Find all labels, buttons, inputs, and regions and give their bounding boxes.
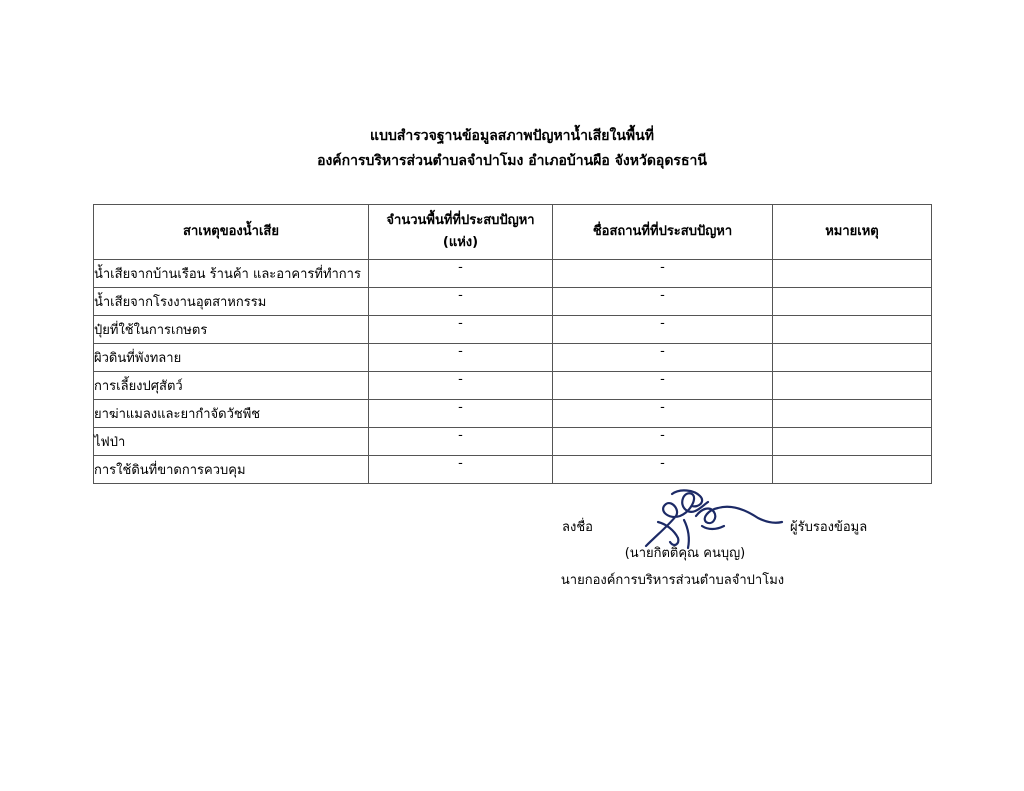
header-place: ชื่อสถานที่ที่ประสบปัญหา [553,205,773,260]
cell-place: - [553,260,773,288]
table-row [94,372,932,400]
cell-count: - [369,400,553,428]
document-title: แบบสำรวจฐานข้อมูลสภาพปัญหาน้ำเสียในพื้นที่ [370,128,654,144]
certifier-label: ผู้รับรองข้อมูล [790,520,868,535]
cell-place: - [553,428,773,456]
table-row [94,428,932,456]
table-header-row [94,205,932,260]
header-count-line2: (แห่ง) [442,235,479,250]
cell-count: - [369,260,553,288]
cell-cause: ผิวดินที่พังทลาย [94,344,369,372]
table-row [94,288,932,316]
cell-count: - [369,344,553,372]
table-row [94,316,932,344]
cell-place: - [553,456,773,484]
cell-place: - [553,400,773,428]
table-row [94,260,932,288]
sign-label: ลงชื่อ [562,520,593,535]
table-row [94,400,932,428]
cell-cause: น้ำเสียจากโรงงานอุตสาหกรรม [94,288,369,316]
cell-cause: ไฟป่า [94,428,369,456]
cell-remark [773,456,932,484]
cell-place: - [553,316,773,344]
header-cause: สาเหตุของน้ำเสีย [94,205,369,260]
header-count-line1: จำนวนพื้นที่ที่ประสบปัญหา [386,213,535,228]
cell-remark [773,316,932,344]
header-remark: หมายเหตุ [773,205,932,260]
cell-cause: การเลี้ยงปศุสัตว์ [94,372,369,400]
cell-place: - [553,344,773,372]
cell-count: - [369,316,553,344]
cell-remark [773,400,932,428]
cell-count: - [369,456,553,484]
cell-cause: การใช้ดินที่ขาดการควบคุม [94,456,369,484]
signer-name: (นายกิตติคุณ คนบุญ) [624,546,746,561]
survey-table [93,204,932,484]
cell-cause: น้ำเสียจากบ้านเรือน ร้านค้า และอาคารที่ทำการ [94,260,369,288]
table-row [94,344,932,372]
cell-remark [773,344,932,372]
cell-count: - [369,288,553,316]
cell-remark [773,372,932,400]
cell-place: - [553,288,773,316]
cell-remark [773,288,932,316]
header-count [369,205,553,260]
document-subtitle: องค์การบริหารส่วนตำบลจำปาโมง อำเภอบ้านผือ จังหวัดอุดรธานี [317,153,707,169]
table-row [94,456,932,484]
cell-cause: ปุ๋ยที่ใช้ในการเกษตร [94,316,369,344]
cell-count: - [369,428,553,456]
cell-count: - [369,372,553,400]
cell-remark [773,260,932,288]
signature-ink [646,490,782,548]
cell-remark [773,428,932,456]
signer-position: นายกองค์การบริหารส่วนตำบลจำปาโมง [560,573,785,588]
cell-cause: ยาฆ่าแมลงและยากำจัดวัชพืช [94,400,369,428]
cell-place: - [553,372,773,400]
